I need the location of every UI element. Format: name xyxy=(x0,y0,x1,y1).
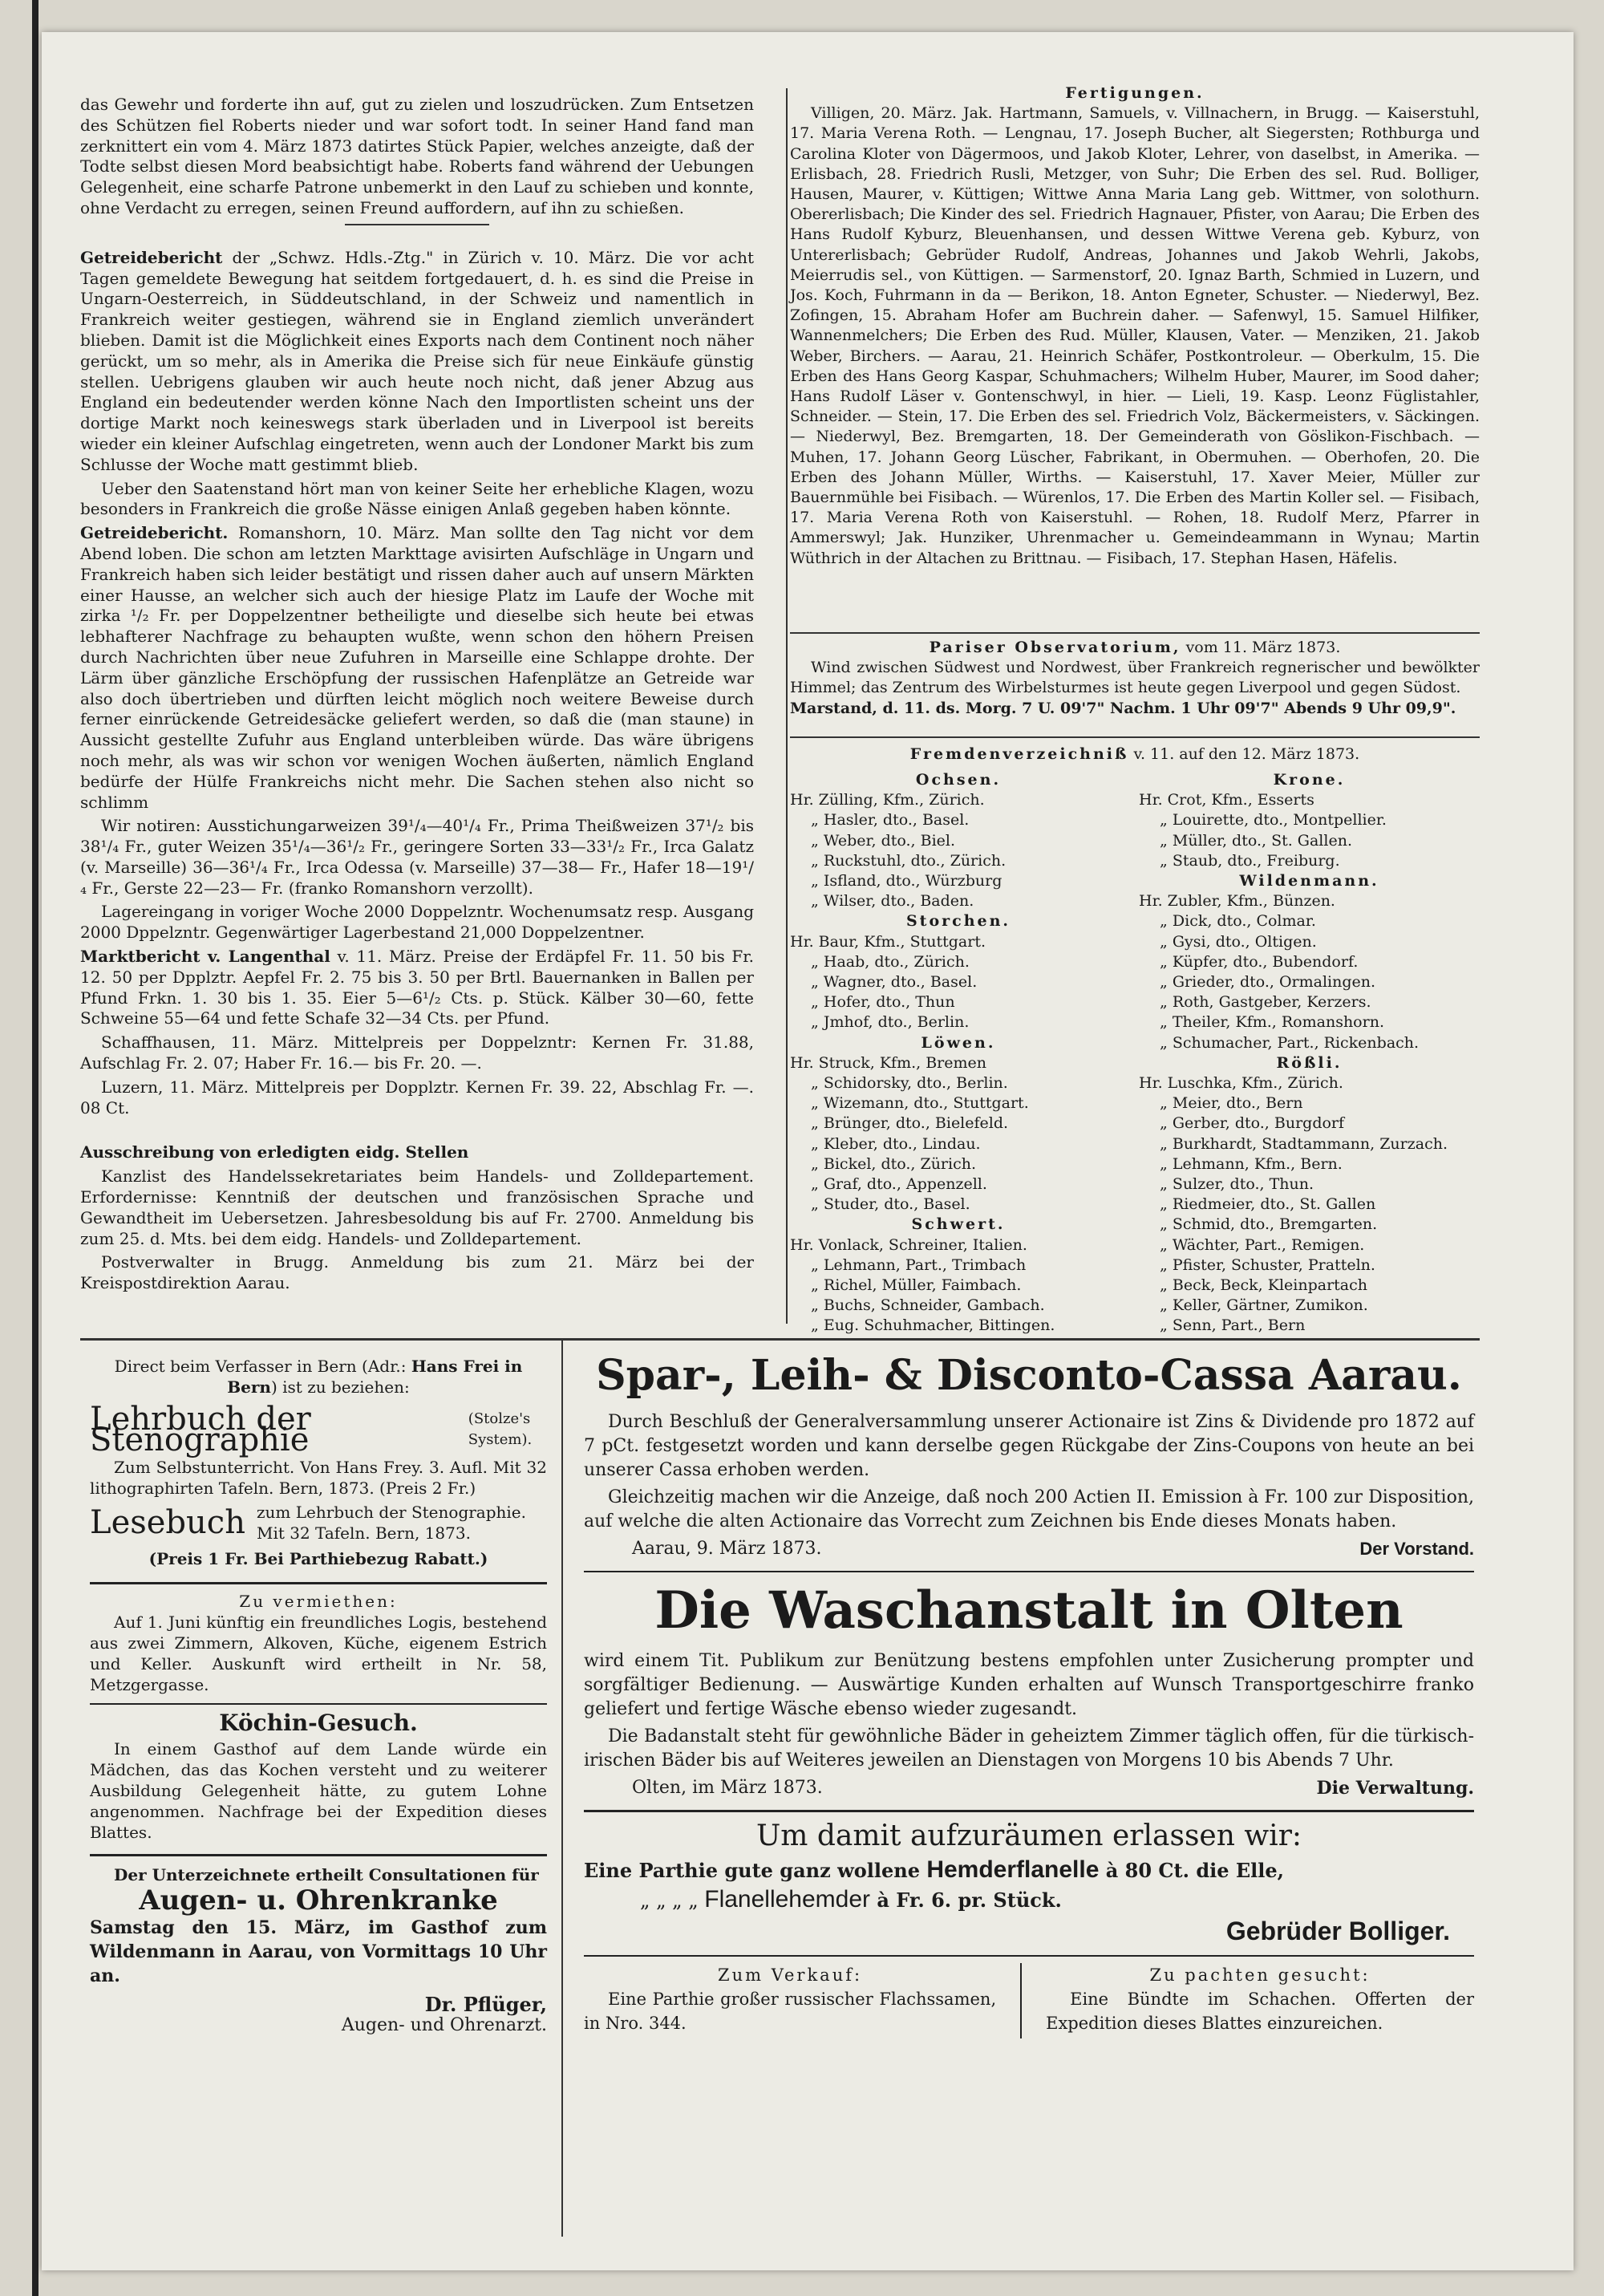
pachten-body: Eine Bündte im Schachen. Offerten der Expedition dieses Blattes einzureichen. xyxy=(1046,1990,1474,2033)
lesebuch-title: Lesebuch xyxy=(90,1504,245,1541)
raeumen-line-2: „ „ „ „ Flanellehemder à Fr. 6. pr. Stück. xyxy=(640,1886,1062,1913)
waschanstalt-signature: Die Verwaltung. xyxy=(1316,1778,1474,1799)
guest-entry: „ Schidorsky, dto., Berlin. xyxy=(811,1074,1008,1093)
lehrbuch-title: Lehrbuch der Stenographie xyxy=(90,1401,311,1458)
lehrbuch-heading-row xyxy=(90,1401,547,1458)
small-ads-row xyxy=(584,1963,1474,2038)
observatorium-date: vom 11. März 1873. xyxy=(1181,639,1341,656)
fertigungen-title: Fertigungen. xyxy=(1065,84,1205,102)
raeumen-line-1: Eine Parthie gute ganz wollene Hemderflanelle à 80 Ct. die Elle, xyxy=(584,1856,1284,1883)
guest-entry: „ Gerber, dto., Burgdorf xyxy=(1160,1114,1345,1133)
guest-entry: „ Müller, dto., St. Gallen. xyxy=(1160,831,1352,850)
waschanstalt-place-date: Olten, im März 1873. xyxy=(632,1778,823,1798)
koechin-title: Köchin-Gesuch. xyxy=(219,1710,418,1736)
ad-column-divider xyxy=(561,1338,563,2237)
guest-entry: „ Wizemann, dto., Stuttgart. xyxy=(811,1094,1029,1113)
hotel-storchen-list xyxy=(790,932,1127,1033)
raeumen-title: Um damit aufzuräumen erlassen wir: xyxy=(755,1819,1302,1852)
hotel-wildenmann-list xyxy=(1139,891,1480,1053)
hotel-storchen-title: Storchen. xyxy=(905,912,1011,931)
separator xyxy=(790,632,1480,634)
lehrbuch-subtitle: (Stolze's System). xyxy=(468,1410,533,1448)
saatenstand-paragraph: Ueber den Saatenstand hört man von keiner Seite her erhebliche Klagen, wozu besonders in Frankreich die große Nässe einigen Anlaß gegeben haben könnte. xyxy=(80,478,754,519)
guest-entry: „ Ruckstuhl, dto., Zürich. xyxy=(811,851,1007,870)
cassa-title: Spar-, Leih- & Disconto-Cassa Aarau. xyxy=(596,1351,1462,1400)
separator xyxy=(90,1703,547,1705)
vermieten-title: Zu vermiethen: xyxy=(239,1592,398,1611)
right-ads xyxy=(584,1348,1474,2038)
stenographie-ad-intro: Direct beim Verfasser in Bern (Adr.: Hans Frei in Bern) ist zu beziehen: xyxy=(114,1357,523,1397)
guest-entry: Hr. Crot, Kfm., Esserts xyxy=(1139,791,1314,809)
guest-entry: „ Wilser, dto., Baden. xyxy=(811,892,974,911)
guest-entry: „ Eug. Schuhmacher, Bittingen. xyxy=(811,1316,1055,1335)
verkauf-body: Eine Parthie großer russischer Flachssamen, in Nro. 344. xyxy=(584,1990,997,2033)
guest-entry: „ Isfland, dto., Würzburg xyxy=(811,872,1003,890)
lehrbuch-body: Zum Selbstunterricht. Von Hans Frey. 3. Aufl. Mit 32 lithographirten Tafeln. Bern, 1873. (Preis 2 Fr.) xyxy=(90,1458,547,1498)
guest-entry: „ Wächter, Part., Remigen. xyxy=(1160,1235,1365,1254)
guest-entry: „ Sulzer, dto., Thun. xyxy=(1160,1175,1314,1194)
observatorium-section xyxy=(790,638,1480,719)
guest-entry: „ Küpfer, dto., Bubendorf. xyxy=(1160,952,1359,971)
guest-entry: Hr. Baur, Kfm., Stuttgart. xyxy=(790,932,986,951)
guest-entry: „ Gysi, dto., Oltigen. xyxy=(1160,932,1317,951)
getreidebericht-body: der „Schwz. Hdls.-Ztg." in Zürich v. 10. März. Die vor acht Tagen gemeldete Bewegung hat seitdem fortgedauert, d. h. es sind die Preise in Ungarn-Oesterreich, in Süddeutschland, in der Schweiz und namentlich in Frankreich weiter gestiegen, während sie in England ziemlich unverändert blieben. Damit ist die Möglichkeit eines Exports nach dem Continent noch näher gerückt, um so mehr, als in Amerika die Preise sich für neue Einkäufe günstig stellen. Uebrigens glauben wir auch heute noch nicht, daß jener Abzug aus England ein bedeutender werden könne Nach den Importlisten scheint uns der dortige Markt noch keineswegs stark überladen und in Liverpool ist bereits wieder ein kleiner Aufschlag eingetreten, wenn auch der Londoner Markt bis zum Schlusse der Woche matt gestimmt blieb. xyxy=(80,247,754,474)
schaffhausen-paragraph: Schaffhausen, 11. März. Mittelpreis per Doppelzntr: Kernen Fr. 31.88, Aufschlag Fr. 2. 07; Haber Fr. 16.— bis Fr. 20. —. xyxy=(80,1032,754,1073)
guest-entry: „ Meier, dto., Bern xyxy=(1160,1094,1303,1113)
langenthal-heading: Marktbericht v. Langenthal xyxy=(80,947,330,967)
pachten-title: Zu pachten gesucht: xyxy=(1149,1965,1371,1985)
guest-entry: Hr. Struck, Kfm., Bremen xyxy=(790,1053,986,1072)
guest-entry: „ Richel, Müller, Faimbach. xyxy=(811,1276,1022,1295)
fertigungen-body: Villigen, 20. März. Jak. Hartmann, Samuels, v. Villnachern, in Brugg. — Kaiserstuhl, 17. Maria Verena Roth. — Lengnau, 17. Joseph Bucher, alt Siegersten; Rothburga und Carolina Kloter von Dägermoos, und Jakob Kloter, Lehrer, von daselbst, in Amerika. — Erlisbach, 28. Friedrich Rusli, Metzger, von Suhr; Die Erben des sel. Rud. Bolliger, Hausen, Maurer, v. Küttigen; Wittwe Anna Maria Lang geb. Wittmer, von solothurn. Obererlisbach; Die Kinder des sel. Friedrich Hagnauer, Pfister, von Aarau; Die Erben des Hans Rudolf Kyburz, Bleuenhansen, und dessen Wittwe Verena geb. Kyburz, von Untererlisbach; Gebrüder Rudolf, Andreas, Johannes und Jakob Wehrli, Jakobs, Meierrudis sel., von Küttigen. — Sarmenstorf, 20. Ignaz Barth, Schmied in Luzern, und Jos. Koch, Fuhrmann in da — Berikon, 18. Anton Egneter, Schuster. — Niederwyl, Bez. Zofingen, 15. Abraham Hofer am Buchrein daher. — Safenwyl, 15. Samuel Hilfiker, Wannenmelchers; Die Erben des Rud. Müller, Klausen, Vater. — Menziken, 21. Jakob Weber, Birchers. — Aarau, 21. Heinrich Schäfer, Postkontroleur. — Oberkulm, 15. Die Erben des Hans Georg Kaspar, Schuhmachers; Wilhelm Huber, Maurer, im Sood daher; Hans Rudolf Läser v. Gontenschwyl, in hier. — Lieli, 19. Kasp. Leonz Füglistahler, Schneider. — Stein, 17. Die Erben des sel. Friedrich Volz, Bäckermeisters, v. Säckingen. — Niederwyl, Bez. Bremgarten, 18. Der Gemeinderath von Göslikon-Fischbach. — Muhen, 17. Johann Georg Lüscher, Fabrikant, in Obermuhen. — Oberhofen, 20. Die Erben des Johann Müller, Wirths. — Kaiserstuhl, 17. Xaver Meier, Müller zur Bauernmühle bei Fisibach. — Würenlos, 17. Die Erben des Martin Koller sel. — Fisibach, 17. Maria Verena Roth von Kaiserstuhl. — Rohen, 18. Rudolf Merz, Pfarrer in Ammerswyl; Jak. Hunziker, Uhrenmacher u. Gemeindeammann in Wynau; Martin Wüthrich in der Altachen zu Brittnau. — Fisibach, 17. Stephan Hasen, Häfelis. xyxy=(790,104,1480,567)
section-rule xyxy=(80,1338,1480,1341)
guest-entry: Hr. Luschka, Kfm., Zürich. xyxy=(1139,1074,1343,1093)
guest-entry: „ Brünger, dto., Bielefeld. xyxy=(811,1114,1009,1133)
guest-entry: „ Graf, dto., Appenzell. xyxy=(811,1175,987,1194)
lesebuch-body: zum Lehrbuch der Stenographie. Mit 32 Tafeln. Bern, 1873. xyxy=(256,1503,527,1543)
hotel-roessli-title: Rößli. xyxy=(1276,1053,1343,1072)
hotel-loewen-title: Löwen. xyxy=(921,1033,996,1052)
fremden-date: v. 11. auf den 12. März 1873. xyxy=(1128,745,1360,763)
guest-entry: „ Kleber, dto., Lindau. xyxy=(811,1134,981,1153)
cassa-paragraph-2: Gleichzeitig machen wir die Anzeige, daß noch 200 Actien II. Emission à Fr. 100 zur Disposition, auf welche die alten Actionaire das Vorrecht zum Zeichnen bis Ende dieses Monats haben. xyxy=(584,1487,1474,1531)
observatorium-title: Pariser Observatorium, xyxy=(929,639,1181,656)
separator xyxy=(90,1582,547,1584)
stellen-title: Ausschreibung von erledigten eidg. Stellen xyxy=(80,1142,469,1162)
cassa-signature: Der Vorstand. xyxy=(1359,1539,1474,1559)
lager-paragraph: Lagereingang in voriger Woche 2000 Doppelzntr. Wochenumsatz resp. Ausgang 2000 Dppelzntr. Gegenwärtiger Lagerbestand 21,000 Doppelzentner. xyxy=(80,902,754,943)
guest-entry: „ Beck, Beck, Kleinpartach xyxy=(1160,1276,1368,1295)
guest-entry: „ Lehmann, Part., Trimbach xyxy=(811,1255,1027,1274)
hotel-schwert-title: Schwert. xyxy=(911,1215,1006,1234)
guest-entry: Hr. Zülling, Kfm., Zürich. xyxy=(790,791,985,809)
guest-entry: „ Louirette, dto., Montpellier. xyxy=(1160,811,1387,830)
guest-entry: „ Bickel, dto., Zürich. xyxy=(811,1154,977,1173)
page-left-edge xyxy=(32,0,38,2296)
arzt-intro: Der Unterzeichnete ertheilt Consultationen für xyxy=(114,1865,539,1884)
koechin-body: In einem Gasthof auf dem Lande würde ein Mädchen, das das Kochen versteht und zu weiterer Ausbildung Gelegenheit hätte, zu gutem Lohne angenommen. Nachfrage bei der Expedition dieses Blattes. xyxy=(90,1739,547,1842)
arzt-role: Augen- und Ohrenarzt. xyxy=(341,2015,547,2035)
stellen-postverwalter: Postverwalter in Brugg. Anmeldung bis zum 21. März bei der Kreispostdirektion Aarau. xyxy=(80,1252,754,1293)
verkauf-ad xyxy=(584,1963,996,2038)
lesebuch-price: (Preis 1 Fr. Bei Parthiebezug Rabatt.) xyxy=(148,1549,488,1568)
guest-entry: „ Theiler, Kfm., Romanshorn. xyxy=(1160,1013,1384,1032)
fremden-title: Fremdenverzeichniß xyxy=(909,745,1129,763)
notiren-paragraph: Wir notiren: Ausstichungarweizen 39¹/₄—40¹/₄ Fr., Prima Theißweizen 37¹/₂ bis 38¹/₄ Fr., guter Weizen 35¹/₄—36¹/₂ Fr., geringere Sorten 33—33¹/₂ Fr., Irca Galatz (v. Marseille) 36—36¹/₄ Fr., Irca Odessa (v. Marseille) 37—38— Fr., Hafer 18—19¹/₄ Fr., Gerste 22—23— Fr. (franko Romanshorn verzollt). xyxy=(80,816,754,898)
guest-entry: „ Wagner, dto., Basel. xyxy=(811,973,978,992)
getreidebericht-heading: Getreidebericht xyxy=(80,247,223,267)
guest-entry: „ Staub, dto., Freiburg. xyxy=(1160,851,1340,870)
fremden-header xyxy=(790,744,1480,765)
small-ads-divider xyxy=(1020,1963,1022,2038)
arzt-name: Dr. Pflüger, xyxy=(424,1993,547,2016)
guest-entry: „ Roth, Gastgeber, Kerzers. xyxy=(1160,993,1371,1012)
left-ads xyxy=(90,1356,547,2036)
langenthal-body: v. 11. März. Preise der Erdäpfel Fr. 11. 50 bis Fr. 12. 50 per Dpplztr. Aepfel Fr. 2. 75 bis 3. 50 per Brtl. Bauernanken in Ballen per Pfund Frkn. 1. 30 bis 1. 35. Eier 5—6¹/₂ Cts. p. Stück. Kälber 30—60, fette Schweine 55—64 und fette Schafe 32—34 Cts. per Pfund. xyxy=(80,947,754,1028)
waschanstalt-paragraph-2: Die Badanstalt steht für gewöhnliche Bäder in geheiztem Zimmer täglich offen, für die türkisch-irischen Bäder bis auf Weiteres jeweilen an Dienstagen von Morgens 10 bis Abends 7 Uhr. xyxy=(584,1726,1474,1771)
left-column xyxy=(80,95,754,1297)
guest-entry: „ Schumacher, Part., Rickenbach. xyxy=(1160,1033,1420,1052)
guest-entry: „ Grieder, dto., Ormalingen. xyxy=(1160,973,1376,992)
guest-entry: „ Riedmeier, dto., St. Gallen xyxy=(1160,1195,1376,1214)
separator xyxy=(345,224,489,225)
guest-entry: „ Keller, Gärtner, Zumikon. xyxy=(1160,1296,1368,1315)
guest-entry: „ Schmid, dto., Bremgarten. xyxy=(1160,1215,1378,1234)
hotel-roessli-list xyxy=(1139,1073,1480,1337)
arzt-title: Augen- u. Ohrenkranke xyxy=(139,1884,498,1917)
verkauf-title: Zum Verkauf: xyxy=(718,1965,863,1985)
getreidebericht-romanshorn xyxy=(80,523,754,813)
hotel-krone-title: Krone. xyxy=(1273,771,1346,789)
waschanstalt-title: Die Waschanstalt in Olten xyxy=(654,1580,1404,1641)
cassa-paragraph-1: Durch Beschluß der Generalversammlung unserer Actionaire ist Zins & Dividende pro 1872 auf 7 pCt. festgesetzt worden und kann derselbe gegen Rückgabe der Zins-Coupons von heute an bei unserer Cassa erhoben werden. xyxy=(584,1412,1474,1480)
separator xyxy=(790,736,1480,738)
guest-entry: „ Pfister, Schuster, Pratteln. xyxy=(1160,1255,1375,1274)
guest-entry: „ Weber, dto., Biel. xyxy=(811,831,956,850)
hotels-right-column xyxy=(1139,770,1480,1337)
separator xyxy=(90,1854,547,1856)
hotel-schwert-list xyxy=(790,1235,1127,1337)
fertigungen-section xyxy=(790,83,1480,569)
guest-entry: „ Haab, dto., Zürich. xyxy=(811,952,970,971)
guest-entry: „ Hofer, dto., Thun xyxy=(811,993,955,1012)
luzern-paragraph: Luzern, 11. März. Mittelpreis per Dopplztr. Kernen Fr. 39. 22, Abschlag Fr. —. 08 Ct. xyxy=(80,1077,754,1118)
steno-author: Hans Frei in Bern xyxy=(227,1357,523,1397)
hotels-left-column xyxy=(790,770,1127,1337)
column-divider xyxy=(786,88,788,1324)
romanshorn-body: Romanshorn, 10. März. Man sollte den Tag nicht vor dem Abend loben. Die schon am letzten Markttage avisirten Aufschläge in Ungarn und Frankreich haben sich leider bestätigt und rissen daher auch auf unsern Märkten einer Hausse, an welcher sich auch der hiesige Platz im Laufe der Woche mit zirka ¹/₂ Fr. per Doppelzentner betheiligte und dieselbe sich heute bei etwas lebhafterer Nachfrage zu behaupten wußte, wenn schon den höhern Preisen durch Nachrichten über neue Zufuhren in Marseille eine Schlappe drohte. Der Lärm über gänzliche Erschöpfung der russischen Hafenplätze an Getreide war also doch übertrieben und dürften leicht möglich noch weitere Beweise durch ferner einrückende Getreidesäcke geliefert werden, so daß die (man staune) in Aussicht gestellte Zufuhr aus England unterbleiben würde. Das wäre übrigens noch mehr, als was wir schon vor wenigen Wochen äußerten, nämlich England bedürfe der Hülfe Frankreichs nicht mehr. Die Sachen stehen also nicht so schlimm xyxy=(80,523,754,812)
guest-entry: „ Dick, dto., Colmar. xyxy=(1160,912,1316,931)
guest-entry: „ Buchs, Schneider, Gambach. xyxy=(811,1296,1045,1315)
hotel-loewen-list xyxy=(790,1053,1127,1215)
observatorium-body: Wind zwischen Südwest und Nordwest, über Frankreich regnerischer und bewölkter Himmel; das Zentrum des Wirbelsturmes ist heute gegen Liverpool und gegen Südost. xyxy=(790,659,1480,697)
separator xyxy=(584,1571,1474,1572)
guest-entry: „ Jmhof, dto., Berlin. xyxy=(811,1013,970,1032)
vermieten-body: Auf 1. Juni künftig ein freundliches Logis, bestehend aus zwei Zimmern, Alkoven, Küche, eigenem Estrich und Keller. Auskunft wird ertheilt in Nr. 58, Metzgergasse. xyxy=(90,1612,547,1694)
lesebuch-row xyxy=(90,1502,547,1544)
hotel-ochsen-list xyxy=(790,790,1127,911)
guest-entry: „ Lehmann, Kfm., Bern. xyxy=(1160,1154,1343,1173)
hotel-wildenmann-title: Wildenmann. xyxy=(1239,872,1379,890)
romanshorn-heading: Getreidebericht. xyxy=(80,523,229,543)
hotel-krone-list xyxy=(1139,790,1480,871)
guest-entry: Hr. Vonlack, Schreiner, Italien. xyxy=(790,1235,1027,1254)
separator xyxy=(584,1810,1474,1812)
cassa-place-date: Aarau, 9. März 1873. xyxy=(632,1539,822,1559)
waschanstalt-footer xyxy=(584,1776,1474,1800)
marktbericht-langenthal xyxy=(80,947,754,1029)
separator xyxy=(584,1955,1474,1957)
arzt-body: Samstag den 15. März, im Gasthof zum Wildenmann in Aarau, von Vormittags 10 Uhr an. xyxy=(90,1917,547,1986)
hotel-ochsen-title: Ochsen. xyxy=(915,771,1002,789)
getreidebericht-zurich xyxy=(80,248,754,476)
cassa-footer xyxy=(584,1537,1474,1561)
guest-entry: Hr. Zubler, Kfm., Bünzen. xyxy=(1139,892,1335,911)
stellen-kanzlist: Kanzlist des Handelssekretariates beim Handels- und Zolldepartement. Erfordernisse: Kenntniß der deutschen und französischen Sprache und Gewandtheit im Uebersetzen. Jahresbesoldung bis auf Fr. 2700. Anmeldung bis zum 25. d. Mts. bei dem eidg. Handels- und Zolldepartement. xyxy=(80,1166,754,1248)
guest-entry: „ Hasler, dto., Basel. xyxy=(811,811,970,830)
waschanstalt-paragraph-1: wird einem Tit. Publikum zur Benützung bestens empfohlen unter Zusicherung prompter und sorgfältiger Bedienung. — Auswärtige Kunden erhalten auf Wunsch Transportgeschirre franko geliefert und fertige Wäsche ebenso wieder zugesandt. xyxy=(584,1651,1474,1719)
pachten-ad xyxy=(1046,1963,1474,2038)
marstand-line: Marstand, d. 11. ds. Morg. 7 U. 09'7" Nachm. 1 Uhr 09'7" Abends 9 Uhr 09,9". xyxy=(790,699,1456,717)
raeumen-signature: Gebrüder Bolliger. xyxy=(1225,1917,1450,1945)
guest-entry: „ Senn, Part., Bern xyxy=(1160,1316,1306,1335)
guest-entry: „ Studer, dto., Basel. xyxy=(811,1195,970,1214)
guest-entry: „ Burkhardt, Stadtammann, Zurzach. xyxy=(1160,1134,1448,1153)
story-paragraph: das Gewehr und forderte ihn auf, gut zu zielen und loszudrücken. Zum Entsetzen des Schützen fiel Roberts nieder und war sofort todt. In seiner Hand fand man zerknittert ein vom 4. März 1873 datirtes Stück Papier, welches anzeigte, daß der Todte selbst diesen Mord beabsichtigt habe. Roberts fand während der Uebungen Gelegenheit, eine scharfe Patrone unbemerkt in den Lauf zu schieben und konnte, ohne Verdacht zu erregen, seinen Freund auffordern, auf ihn zu schießen. xyxy=(80,95,754,217)
